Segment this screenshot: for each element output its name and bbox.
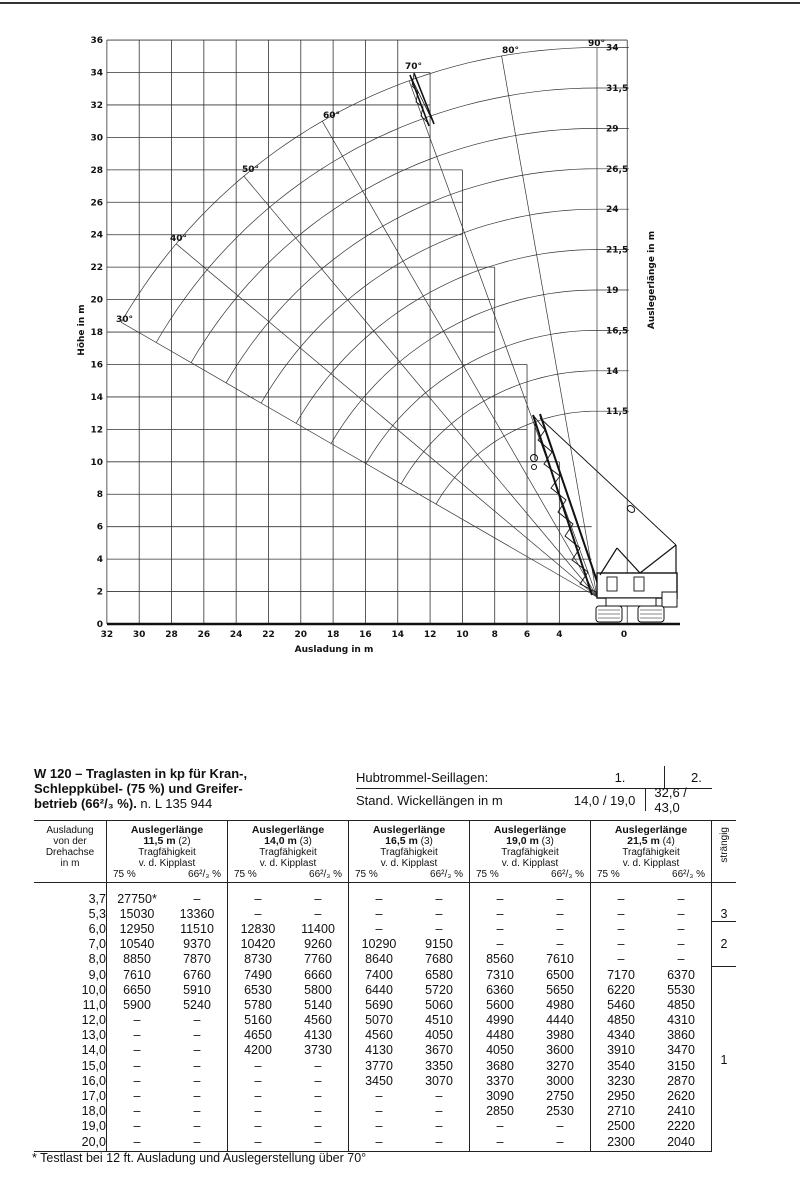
radius-cell: 6,0 [88, 921, 106, 936]
capacity-75-cell: 8730 [228, 952, 289, 967]
capacity-66-cell: 13360 [179, 906, 215, 921]
capacity-66-cell: 3980 [546, 1028, 574, 1043]
capacity-66-cell: 3070 [425, 1073, 453, 1088]
y-tick-label: 24 [90, 230, 103, 241]
capacity-75-cell: – [591, 952, 652, 967]
capacity-66-cell: 7870 [183, 952, 211, 967]
capacity-75-cell: 27750* [107, 883, 168, 907]
hoist-drum-info [356, 766, 712, 815]
capacity-75-cell: 3230 [591, 1073, 652, 1088]
capacity-75-cell: – [591, 937, 652, 952]
capacity-66-cell: 3470 [667, 1043, 695, 1058]
capacity-75-cell: – [349, 1104, 410, 1119]
capacity-66-cell: 4440 [546, 1013, 574, 1028]
table-row [34, 1134, 736, 1152]
boom-length-label: 26,5 [606, 164, 629, 175]
capacity-75-cell: 5160 [228, 1013, 289, 1028]
chart-grid [107, 40, 627, 624]
capacity-66-cell: 9370 [183, 937, 211, 952]
capacity-75-cell: – [349, 906, 410, 921]
y-tick-label: 4 [96, 555, 103, 566]
capacity-75-cell: 2710 [591, 1104, 652, 1119]
table-row [34, 1073, 736, 1088]
capacity-75-cell: – [349, 921, 410, 936]
radius-cell: 10,0 [81, 982, 106, 997]
capacity-75-cell: – [107, 1088, 168, 1103]
table-row [34, 1104, 736, 1119]
title-line-1: W 120 – Traglasten in kp für Kran-, [34, 766, 248, 781]
capacity-75-cell: – [107, 1073, 168, 1088]
capacity-66-cell: – [167, 1134, 228, 1152]
table-row [34, 967, 736, 982]
capacity-75-cell: – [228, 1134, 289, 1152]
capacity-75-cell: – [228, 1088, 289, 1103]
capacity-75-cell: 2300 [591, 1134, 652, 1152]
x-tick-label: 20 [294, 630, 308, 640]
capacity-75-cell: 2500 [591, 1119, 652, 1134]
y-tick-label: 14 [90, 392, 103, 403]
capacity-75-cell: – [228, 1058, 289, 1073]
capacity-66-cell: – [556, 937, 564, 952]
capacity-66-cell: – [409, 1134, 470, 1152]
boom-angle-label: 90° [588, 39, 606, 49]
y-tick-label: 20 [90, 295, 103, 306]
footnote: * Testlast bei 12 ft. Ausladung und Auslegerstellung über 70° [32, 1151, 367, 1165]
boom-length-axis-label: Auslegerlänge in m [647, 230, 657, 330]
x-tick-label: 32 [100, 630, 114, 640]
capacity-66-cell: – [193, 1104, 201, 1119]
x-tick-label: 26 [197, 630, 211, 640]
capacity-75-cell: 5900 [107, 997, 168, 1012]
capacity-75-cell: 7310 [470, 967, 531, 982]
parts-of-line-header: strängig [712, 821, 737, 883]
boom-length-label: 11,5 [606, 407, 629, 418]
capacity-66-cell: – [193, 1028, 201, 1043]
capacity-75-cell: 7610 [107, 967, 168, 982]
capacity-66-cell: – [556, 891, 564, 906]
capacity-75-cell: – [470, 921, 531, 936]
radius-cell: 13,0 [81, 1028, 106, 1043]
capacity-75-cell: – [349, 1134, 410, 1152]
capacity-66-cell: – [677, 921, 685, 936]
capacity-75-cell: 4850 [591, 1013, 652, 1028]
capacity-66-cell: 4510 [425, 1013, 453, 1028]
capacity-75-cell: – [228, 906, 289, 921]
capacity-75-cell: 4340 [591, 1028, 652, 1043]
capacity-66-cell: 4130 [304, 1028, 332, 1043]
capacity-66-cell: – [193, 1058, 201, 1073]
table-row [34, 1088, 736, 1103]
capacity-75-cell: – [107, 1028, 168, 1043]
capacity-75-cell: – [228, 1104, 289, 1119]
x-tick-label: 6 [523, 630, 531, 640]
y-tick-label: 0 [96, 620, 103, 630]
capacity-66-cell: – [677, 952, 685, 967]
capacity-66-cell: 5910 [183, 982, 211, 997]
capacity-75-cell: 10290 [349, 937, 410, 952]
capacity-75-cell: – [470, 883, 531, 907]
y-tick-label: 18 [90, 328, 103, 339]
radius-cell: 8,0 [88, 952, 106, 967]
capacity-66-cell: – [193, 891, 201, 906]
capacity-75-cell: 7490 [228, 967, 289, 982]
x-tick-label: 24 [229, 630, 243, 640]
capacity-66-cell: 5650 [546, 982, 574, 997]
capacity-75-cell: 3910 [591, 1043, 652, 1058]
boom-length-label: 16,5 [606, 326, 629, 337]
capacity-66-cell: – [314, 1058, 322, 1073]
capacity-66-cell: – [314, 1119, 322, 1134]
capacity-75-cell: 2850 [470, 1104, 531, 1119]
y-tick-label: 6 [96, 522, 103, 533]
capacity-66-cell: 6660 [304, 967, 332, 982]
boom-length-header: Auslegerlänge 14,0 m (3) Tragfähigkeit v. d. Kipplast 75 % 66²/₃ % [228, 821, 349, 883]
x-tick-label: 18 [326, 630, 340, 640]
capacity-66-cell: 4980 [546, 997, 574, 1012]
capacity-66-cell: – [677, 891, 685, 906]
capacity-66-cell: 3600 [546, 1043, 574, 1058]
capacity-75-cell: 10540 [107, 937, 168, 952]
x-tick-label: 4 [556, 630, 563, 640]
radius-cell: 14,0 [81, 1043, 106, 1058]
capacity-66-cell: 9260 [304, 937, 332, 952]
capacity-66-cell: – [435, 1089, 443, 1104]
capacity-66-cell: – [314, 906, 322, 921]
x-tick-label: 0 [620, 630, 628, 640]
capacity-66-cell: 4050 [425, 1028, 453, 1043]
boom-length-header: Auslegerlänge 11,5 m (2) Tragfähigkeit v. d. Kipplast 75 % 66²/₃ % [107, 821, 228, 883]
capacity-75-cell: – [470, 1119, 531, 1134]
table-row [34, 982, 736, 997]
x-axis-label: Ausladung in m [294, 645, 374, 655]
parts-of-line-cell [712, 883, 737, 907]
capacity-66-cell: 3270 [546, 1058, 574, 1073]
boom-length-label: 14 [606, 366, 619, 377]
capacity-66-cell: 3000 [546, 1073, 574, 1088]
boom-angle-label: 40° [170, 234, 188, 244]
y-tick-label: 36 [90, 36, 103, 47]
y-tick-label: 16 [90, 360, 103, 371]
capacity-75-cell: 5690 [349, 997, 410, 1012]
boom-length-arcs [121, 48, 629, 505]
capacity-75-cell: 6650 [107, 982, 168, 997]
capacity-66-cell: 4850 [667, 997, 695, 1012]
capacity-66-cell: 5240 [183, 997, 211, 1012]
capacity-75-cell: – [107, 1058, 168, 1073]
capacity-75-cell: 12830 [228, 921, 289, 936]
parts-of-line-cell: 2 [712, 921, 737, 967]
capacity-75-cell: – [470, 937, 531, 952]
capacity-66-cell: 11400 [301, 921, 335, 936]
capacity-75-cell: – [107, 1043, 168, 1058]
capacity-75-cell: 6530 [228, 982, 289, 997]
capacity-75-cell: 5460 [591, 997, 652, 1012]
capacity-75-cell: 3450 [349, 1073, 410, 1088]
capacity-75-cell: 3540 [591, 1058, 652, 1073]
boom-length-label: 31,5 [606, 84, 629, 94]
capacity-75-cell: 3090 [470, 1088, 531, 1103]
capacity-75-cell: 4650 [228, 1028, 289, 1043]
capacity-66-cell: – [314, 891, 322, 906]
capacity-66-cell: – [193, 1013, 201, 1028]
capacity-75-cell: 7170 [591, 967, 652, 982]
x-tick-label: 12 [423, 630, 437, 640]
capacity-75-cell: – [470, 1134, 531, 1152]
capacity-66-cell: 5060 [425, 997, 453, 1012]
capacity-66-cell: 7760 [304, 952, 332, 967]
capacity-66-cell: 7610 [546, 952, 574, 967]
boom-angle-label: 60° [323, 111, 341, 121]
capacity-66-cell: – [530, 1134, 591, 1152]
boom-length-header: Auslegerlänge 16,5 m (3) Tragfähigkeit v. d. Kipplast 75 % 66²/₃ % [349, 821, 470, 883]
y-tick-label: 12 [90, 425, 103, 436]
capacity-75-cell: – [591, 921, 652, 936]
drum-layers-label: Hubtrommel-Seillagen: [356, 769, 489, 785]
capacity-75-cell: 6360 [470, 982, 531, 997]
radius-cell: 11,0 [82, 997, 106, 1012]
capacity-75-cell: 4560 [349, 1028, 410, 1043]
capacity-75-cell: – [107, 1013, 168, 1028]
capacity-75-cell: – [349, 883, 410, 907]
capacity-75-cell: – [349, 1119, 410, 1134]
boom-angle-rays [121, 48, 597, 597]
load-table [34, 820, 736, 1152]
capacity-75-cell: 3370 [470, 1073, 531, 1088]
table-row [34, 883, 736, 907]
x-tick-label: 14 [391, 630, 405, 640]
capacity-66-cell: – [314, 1089, 322, 1104]
capacity-75-cell: – [591, 883, 652, 907]
boom-length-label: 21,5 [606, 245, 629, 256]
boom-angle-label: 30° [116, 315, 134, 325]
capacity-66-cell: 2220 [667, 1119, 695, 1134]
capacity-75-cell: 3770 [349, 1058, 410, 1073]
drawing-number: n. L 135 944 [136, 796, 213, 811]
radius-header: Ausladung von der Drehachse in m [34, 821, 107, 883]
capacity-66-cell: 9150 [425, 937, 453, 952]
table-row [34, 921, 736, 936]
y-axis-label: Höhe in m [77, 304, 87, 356]
table-row [34, 997, 736, 1012]
y-tick-label: 34 [90, 68, 103, 79]
x-tick-label: 8 [491, 630, 498, 640]
capacity-66-cell: 3860 [667, 1028, 695, 1043]
boom-length-label: 34 [606, 43, 619, 54]
capacity-66-cell: 2410 [667, 1104, 695, 1119]
boom-angle-label: 50° [242, 165, 260, 175]
capacity-66-cell: 5800 [304, 982, 332, 997]
y-tick-label: 32 [90, 100, 103, 111]
boom-length-header: Auslegerlänge 21,5 m (4) Tragfähigkeit v. d. Kipplast 75 % 66²/₃ % [591, 821, 712, 883]
capacity-75-cell: 10420 [228, 937, 289, 952]
capacity-66-cell: – [435, 891, 443, 906]
capacity-66-cell: – [435, 921, 443, 936]
x-tick-label: 30 [132, 630, 146, 640]
y-tick-label: 8 [96, 490, 103, 501]
capacity-66-cell: 6760 [183, 967, 211, 982]
radius-cell: 20,0 [34, 1134, 107, 1152]
table-row [34, 1013, 736, 1028]
capacity-66-cell: – [435, 1104, 443, 1119]
capacity-66-cell: 4560 [304, 1013, 332, 1028]
table-row [34, 1028, 736, 1043]
boom-angle-label: 80° [502, 46, 520, 56]
capacity-75-cell: 6440 [349, 982, 410, 997]
capacity-66-cell: – [677, 937, 685, 952]
y-tick-label: 22 [90, 263, 103, 274]
table-row [34, 1058, 736, 1073]
capacity-66-cell: 4310 [667, 1013, 695, 1028]
capacity-75-cell: – [228, 1073, 289, 1088]
capacity-75-cell: 12950 [107, 921, 168, 936]
capacity-66-cell: 3730 [304, 1043, 332, 1058]
capacity-66-cell: – [193, 1089, 201, 1104]
capacity-66-cell: 11510 [180, 921, 214, 936]
y-tick-label: 2 [96, 587, 103, 598]
capacity-66-cell: 2620 [667, 1089, 695, 1104]
y-tick-label: 28 [90, 165, 103, 176]
capacity-66-cell: – [193, 1119, 201, 1134]
radius-cell: 17,0 [81, 1089, 106, 1104]
capacity-66-cell: 2750 [546, 1089, 574, 1104]
capacity-75-cell: 5780 [228, 997, 289, 1012]
y-tick-label: 26 [90, 198, 103, 209]
capacity-75-cell: – [107, 1134, 168, 1152]
capacity-66-cell: – [435, 906, 443, 921]
table-row [34, 1119, 736, 1134]
radius-cell: 15,0 [81, 1058, 106, 1073]
table-row [34, 1043, 736, 1058]
capacity-66-cell: – [677, 906, 685, 921]
crane-boom-icon [531, 414, 677, 595]
capacity-66-cell: 2870 [667, 1073, 695, 1088]
capacity-66-cell: 2530 [546, 1104, 574, 1119]
x-tick-label: 10 [456, 630, 469, 640]
capacity-75-cell: 3680 [470, 1058, 531, 1073]
capacity-66-cell: 6500 [546, 967, 574, 982]
capacity-66-cell: – [556, 906, 564, 921]
table-row [34, 906, 736, 921]
radius-cell: 16,0 [81, 1073, 106, 1088]
crane-body-icon [596, 545, 677, 622]
capacity-75-cell: 5600 [470, 997, 531, 1012]
radius-cell: 19,0 [81, 1119, 106, 1134]
boom-length-label: 24 [606, 205, 619, 216]
capacity-66-cell: – [556, 921, 564, 936]
radius-cell: 18,0 [81, 1104, 106, 1119]
winding-lengths-label: Stand. Wickellängen in m [356, 792, 503, 808]
capacity-75-cell: 4200 [228, 1043, 289, 1058]
table-row [34, 937, 736, 952]
capacity-66-cell: 6580 [425, 967, 453, 982]
winding-length-1: 14,0 / 19,0 [562, 789, 646, 811]
radius-cell: 5,3 [88, 906, 106, 921]
capacity-75-cell: – [107, 1104, 168, 1119]
capacity-75-cell: – [349, 1088, 410, 1103]
radius-cell: 12,0 [81, 1013, 106, 1028]
capacity-75-cell: 5070 [349, 1013, 410, 1028]
radius-cell: 3,7 [88, 891, 106, 906]
x-tick-label: 16 [359, 630, 372, 640]
capacity-75-cell: – [228, 1119, 289, 1134]
capacity-75-cell: 4480 [470, 1028, 531, 1043]
capacity-75-cell: 7400 [349, 967, 410, 982]
boom-length-header: Auslegerlänge 19,0 m (3) Tragfähigkeit v. d. Kipplast 75 % 66²/₃ % [470, 821, 591, 883]
x-tick-label: 28 [165, 630, 178, 640]
capacity-66-cell: 5720 [425, 982, 453, 997]
capacity-75-cell: 8640 [349, 952, 410, 967]
capacity-75-cell: 6220 [591, 982, 652, 997]
capacity-75-cell: – [591, 906, 652, 921]
radius-cell: 9,0 [88, 967, 106, 982]
capacity-75-cell: – [228, 883, 289, 907]
capacity-66-cell: – [193, 1073, 201, 1088]
capacity-66-cell: – [288, 1134, 349, 1152]
capacity-75-cell: 8560 [470, 952, 531, 967]
title-line-2: Schleppkübel- (75 %) und Greifer- [34, 781, 243, 796]
boom-angle-label: 70° [405, 62, 423, 72]
boom-length-label: 29 [606, 124, 619, 135]
capacity-75-cell: 15030 [107, 906, 168, 921]
title-line-3: betrieb (66²/₃ %). [34, 796, 137, 811]
capacity-75-cell: 4050 [470, 1043, 531, 1058]
parts-of-line-cell: 1 [712, 967, 737, 1152]
table-row [34, 952, 736, 967]
y-tick-label: 10 [90, 457, 103, 468]
capacity-66-cell: 7680 [425, 952, 453, 967]
boom-length-label: 19 [606, 286, 619, 296]
capacity-66-cell: – [193, 1043, 201, 1058]
y-tick-label: 30 [90, 133, 103, 144]
capacity-66-cell: – [314, 1104, 322, 1119]
capacity-66-cell: 3150 [667, 1058, 695, 1073]
capacity-75-cell: – [107, 1119, 168, 1134]
parts-of-line-cell: 3 [712, 906, 737, 921]
capacity-66-cell: – [435, 1119, 443, 1134]
capacity-75-cell: 8850 [107, 952, 168, 967]
capacity-75-cell: 2950 [591, 1088, 652, 1103]
capacity-75-cell: 4130 [349, 1043, 410, 1058]
capacity-66-cell: 2040 [651, 1134, 712, 1152]
capacity-66-cell: 5530 [667, 982, 695, 997]
table-title [34, 766, 334, 811]
x-tick-label: 22 [262, 630, 275, 640]
capacity-66-cell: 3670 [425, 1043, 453, 1058]
capacity-66-cell: 3350 [425, 1058, 453, 1073]
capacity-66-cell: – [556, 1119, 564, 1134]
capacity-75-cell: – [470, 906, 531, 921]
capacity-75-cell: 4990 [470, 1013, 531, 1028]
capacity-66-cell: 5140 [304, 997, 332, 1012]
drum-layer-2: 2. [691, 769, 702, 785]
radius-cell: 7,0 [88, 937, 106, 952]
capacity-66-cell: – [314, 1073, 322, 1088]
winding-length-2: 32,6 / 43,0 [654, 785, 687, 815]
capacity-66-cell: 6370 [667, 967, 695, 982]
drum-layer-1: 1. [576, 766, 665, 788]
